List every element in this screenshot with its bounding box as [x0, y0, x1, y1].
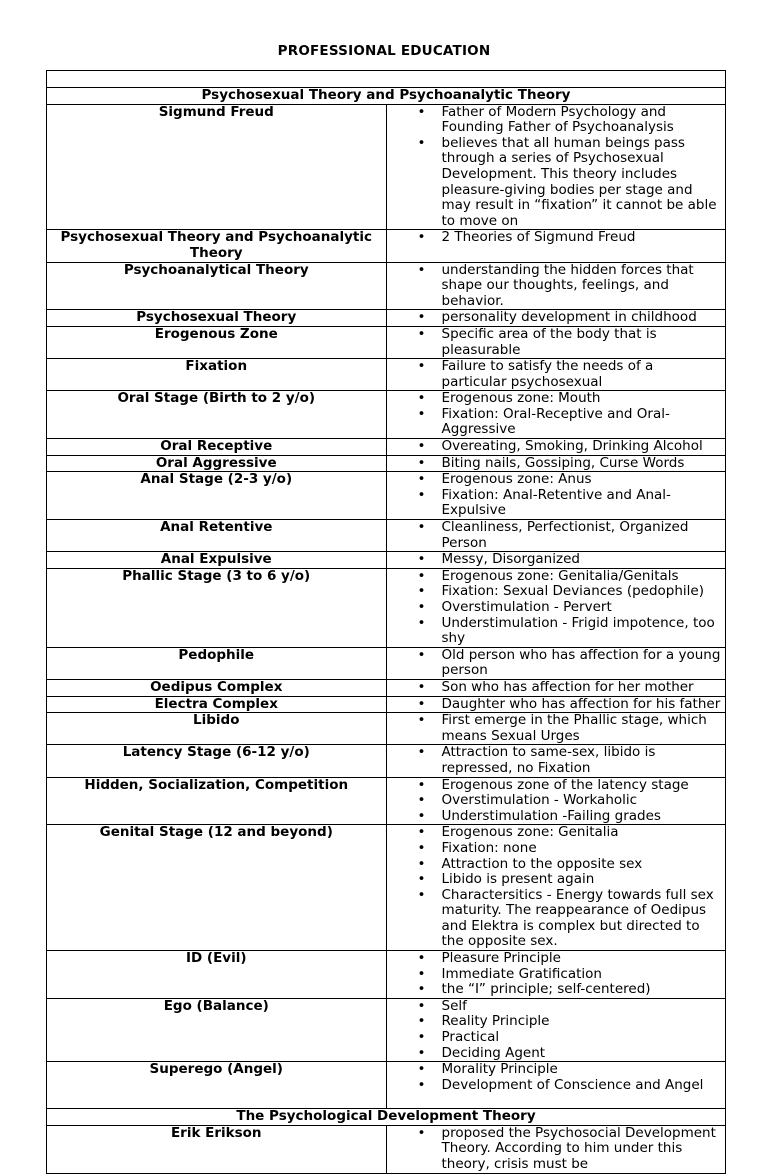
list-item: [390, 230, 723, 246]
bullet-list: [390, 1062, 723, 1093]
bullet-icon: •: [417, 471, 426, 488]
bullet-icon: •: [417, 1013, 426, 1030]
list-item-text: Fixation: Anal-Retentive and Anal- Expulsive: [441, 486, 671, 519]
bullet-list: [390, 359, 723, 390]
bullet-list: [390, 327, 723, 358]
list-item-text: the “I” principle; self-centered): [441, 981, 651, 998]
bullet-list: [390, 648, 723, 679]
list-item-text: Immediate Gratification: [441, 965, 602, 982]
term-cell: Hidden, Socialization, Competition: [47, 777, 387, 825]
bullet-icon: •: [417, 103, 426, 120]
list-item-text: Attraction to the opposite sex: [441, 855, 643, 872]
term-cell: Oral Aggressive: [47, 455, 387, 472]
table-row: [47, 310, 726, 327]
term-cell: Latency Stage (6-12 y/o): [47, 745, 387, 777]
definition-cell: [386, 777, 726, 825]
bullet-icon: •: [417, 134, 426, 151]
term-cell: Erik Erikson: [47, 1125, 387, 1173]
bullet-icon: •: [417, 839, 426, 856]
notes-table: [46, 70, 726, 1174]
bullet-icon: •: [417, 886, 426, 903]
definition-cell: [386, 998, 726, 1061]
bullet-list: [390, 951, 723, 998]
bullet-icon: •: [417, 438, 426, 455]
list-item-text: Daughter who has affection for his father: [441, 695, 721, 712]
list-item-text: Old person who has affection for a young person: [441, 646, 721, 679]
bullet-icon: •: [417, 855, 426, 872]
bullet-icon: •: [417, 229, 426, 246]
bullet-icon: •: [417, 712, 426, 729]
list-item: [390, 584, 723, 600]
term-cell: Psychosexual Theory and Psychoanalytic Theory: [47, 230, 387, 262]
list-item-text: understanding the hidden forces that shape our thoughts, feelings, and behavior.: [441, 261, 694, 309]
bullet-icon: •: [417, 1044, 426, 1061]
list-item-text: Fixation: Sexual Deviances (pedophile): [441, 583, 704, 600]
table-row: [47, 359, 726, 391]
bullet-icon: •: [417, 1076, 426, 1093]
bullet-icon: •: [417, 358, 426, 375]
list-item: [390, 888, 723, 950]
definition-cell: [386, 472, 726, 520]
table-row: [47, 552, 726, 569]
term-cell: Pedophile: [47, 647, 387, 679]
definition-cell: [386, 230, 726, 262]
bullet-icon: •: [417, 519, 426, 536]
term-cell: Oral Stage (Birth to 2 y/o): [47, 391, 387, 439]
section-title: Psychosexual Theory and Psychoanalytic Theory: [47, 88, 726, 105]
list-item-text: Fixation: Oral-Receptive and Oral-Aggressive: [441, 405, 670, 438]
list-item: [390, 857, 723, 873]
bullet-icon: •: [417, 824, 426, 841]
term-cell: Superego (Angel): [47, 1062, 387, 1109]
bullet-icon: •: [417, 390, 426, 407]
definition-cell: [386, 552, 726, 569]
section-title: The Psychological Development Theory: [47, 1109, 726, 1126]
list-item: [390, 1062, 723, 1078]
bullet-icon: •: [417, 1061, 426, 1078]
table-row: [47, 230, 726, 262]
list-item: [390, 552, 723, 568]
bullet-list: [390, 1126, 723, 1173]
term-cell: Fixation: [47, 359, 387, 391]
list-item-text: Biting nails, Gossiping, Curse Words: [441, 454, 685, 471]
list-item-text: Self: [441, 997, 467, 1014]
bullet-list: [390, 391, 723, 438]
list-item: [390, 310, 723, 326]
list-item-text: 2 Theories of Sigmund Freud: [441, 229, 636, 246]
definition-cell: [386, 455, 726, 472]
list-item-text: Reality Principle: [441, 1013, 550, 1030]
bullet-icon: •: [417, 678, 426, 695]
list-item: [390, 520, 723, 551]
blank-row: [47, 71, 726, 88]
bullet-list: [390, 310, 723, 326]
list-item-text: Development of Conscience and Angel: [441, 1076, 704, 1093]
bullet-list: [390, 456, 723, 472]
term-cell: Sigmund Freud: [47, 104, 387, 230]
bullet-icon: •: [417, 695, 426, 712]
bullet-icon: •: [417, 950, 426, 967]
table-row: [47, 951, 726, 999]
list-item: [390, 697, 723, 713]
bullet-icon: •: [417, 965, 426, 982]
list-item-text: Father of Modern Psychology and Founding Father of Psychoanalysis: [441, 103, 674, 136]
bullet-icon: •: [417, 486, 426, 503]
list-item: [390, 136, 723, 230]
bullet-list: [390, 230, 723, 246]
definition-cell: [386, 439, 726, 456]
table-row: [47, 647, 726, 679]
list-item: [390, 569, 723, 585]
list-item: [390, 809, 723, 825]
list-item: [390, 472, 723, 488]
definition-cell: [386, 713, 726, 745]
table-row: [47, 262, 726, 310]
bullet-icon: •: [417, 583, 426, 600]
bullet-icon: •: [417, 261, 426, 278]
definition-cell: [386, 647, 726, 679]
list-item-text: proposed the Psychosocial Development Theory. According to him under this theory, crisis must be: [441, 1124, 716, 1172]
bullet-icon: •: [417, 551, 426, 568]
term-cell: Electra Complex: [47, 696, 387, 713]
bullet-list: [390, 105, 723, 230]
definition-cell: [386, 1062, 726, 1109]
term-cell: Genital Stage (12 and beyond): [47, 825, 387, 951]
list-item-text: Attraction to same-sex, libido is repressed, no Fixation: [441, 744, 656, 776]
list-item: [390, 713, 723, 744]
list-item-text: Understimulation - Frigid impotence, too shy: [441, 614, 715, 647]
bullet-icon: •: [417, 325, 426, 342]
list-item: [390, 105, 723, 136]
list-item: [390, 488, 723, 519]
list-item: [390, 1046, 723, 1062]
list-item-text: Erogenous zone: Genitalia/Genitals: [441, 567, 679, 584]
bullet-icon: •: [417, 1029, 426, 1046]
list-item-text: believes that all human beings pass through a series of Psychosexual Development. This theory includes pleasure-giving bodies per stage and may result in “fixation” it cannot be able to move on: [441, 134, 717, 229]
list-item: [390, 872, 723, 888]
table-row: [47, 326, 726, 358]
bullet-icon: •: [417, 776, 426, 793]
table-row: [47, 568, 726, 647]
list-item: [390, 359, 723, 390]
bullet-icon: •: [417, 567, 426, 584]
table-row: [47, 998, 726, 1061]
table-row: [47, 696, 726, 713]
list-item: [390, 456, 723, 472]
list-item: [390, 793, 723, 809]
list-item-text: Overstimulation - Workaholic: [441, 792, 638, 809]
term-cell: Psychosexual Theory: [47, 310, 387, 327]
list-item: [390, 439, 723, 455]
term-cell: Oral Receptive: [47, 439, 387, 456]
term-cell: Anal Stage (2-3 y/o): [47, 472, 387, 520]
list-item: [390, 951, 723, 967]
list-item-text: Deciding Agent: [441, 1044, 546, 1061]
table-row: [47, 777, 726, 825]
bullet-icon: •: [417, 454, 426, 471]
list-item: [390, 982, 723, 998]
list-item: [390, 616, 723, 647]
definition-cell: [386, 951, 726, 999]
table-row: [47, 1125, 726, 1173]
term-cell: Ego (Balance): [47, 998, 387, 1061]
definition-cell: [386, 696, 726, 713]
list-item-text: Understimulation -Failing grades: [441, 807, 661, 824]
list-item-text: Failure to satisfy the needs of a particular psychosexual: [441, 358, 654, 390]
definition-cell: [386, 359, 726, 391]
list-item-text: Practical: [441, 1029, 500, 1046]
list-item: [390, 648, 723, 679]
list-item-text: Overstimulation - Pervert: [441, 599, 612, 615]
bullet-list: [390, 263, 723, 310]
term-cell: Anal Retentive: [47, 520, 387, 552]
list-item: [390, 745, 723, 776]
list-item: [390, 391, 723, 407]
bullet-list: [390, 439, 723, 455]
bullet-icon: •: [417, 807, 426, 824]
list-item-text: Specific area of the body that is pleasurable: [441, 325, 657, 358]
list-item: [390, 327, 723, 358]
list-item-text: personality development in childhood: [441, 309, 697, 326]
table-row: [47, 104, 726, 230]
bullet-icon: •: [417, 744, 426, 761]
list-item: [390, 967, 723, 983]
definition-cell: [386, 1125, 726, 1173]
list-item-text: Erogenous zone: Anus: [441, 471, 592, 488]
bullet-icon: •: [417, 599, 426, 615]
list-item-text: Erogenous zone of the latency stage: [441, 776, 689, 793]
term-cell: ID (Evil): [47, 951, 387, 999]
table-row: [47, 391, 726, 439]
table-row: [47, 472, 726, 520]
definition-cell: [386, 520, 726, 552]
bullet-list: [390, 520, 723, 551]
list-item: [390, 1014, 723, 1030]
definition-cell: [386, 568, 726, 647]
list-item: [390, 1126, 723, 1173]
bullet-icon: •: [417, 309, 426, 326]
bullet-icon: •: [417, 646, 426, 663]
list-item: [390, 680, 723, 696]
list-item: [390, 600, 723, 616]
definition-cell: [386, 745, 726, 777]
table-row: [47, 455, 726, 472]
bullet-list: [390, 697, 723, 713]
bullet-icon: •: [417, 871, 426, 888]
definition-cell: [386, 679, 726, 696]
list-item: [390, 825, 723, 841]
bullet-list: [390, 745, 723, 776]
list-item: [390, 407, 723, 438]
list-item-text: Overeating, Smoking, Drinking Alcohol: [441, 438, 703, 455]
list-item-text: Libido is present again: [441, 871, 595, 888]
bullet-icon: •: [417, 614, 426, 631]
list-item: [390, 999, 723, 1015]
bullet-icon: •: [417, 997, 426, 1014]
bullet-icon: •: [417, 1124, 426, 1141]
list-item-text: Son who has affection for her mother: [441, 678, 694, 695]
list-item: [390, 841, 723, 857]
table-row: [47, 745, 726, 777]
table-row: [47, 713, 726, 745]
list-item: [390, 263, 723, 310]
list-item-text: Pleasure Principle: [441, 950, 561, 967]
definition-cell: [386, 391, 726, 439]
term-cell: Oedipus Complex: [47, 679, 387, 696]
table-row: [47, 439, 726, 456]
definition-cell: [386, 326, 726, 358]
bullet-list: [390, 552, 723, 568]
bullet-list: [390, 999, 723, 1061]
definition-cell: [386, 104, 726, 230]
bullet-icon: •: [417, 981, 426, 998]
term-cell: Erogenous Zone: [47, 326, 387, 358]
bullet-list: [390, 680, 723, 696]
term-cell: Phallic Stage (3 to 6 y/o): [47, 568, 387, 647]
list-item-text: Messy, Disorganized: [441, 551, 580, 568]
table-row: [47, 825, 726, 951]
definition-cell: [386, 825, 726, 951]
list-item-text: Morality Principle: [441, 1061, 558, 1078]
definition-cell: [386, 262, 726, 310]
list-item: [390, 778, 723, 794]
term-cell: Libido: [47, 713, 387, 745]
term-cell: Anal Expulsive: [47, 552, 387, 569]
definition-cell: [386, 310, 726, 327]
list-item-text: Charactersitics - Energy towards full sex maturity. The reappearance of Oedipus and Elektra is complex but directed to the opposite sex.: [441, 886, 714, 950]
list-item-text: First emerge in the Phallic stage, which means Sexual Urges: [441, 712, 707, 744]
list-item-text: Cleanliness, Perfectionist, Organized Person: [441, 519, 689, 551]
table-row: [47, 1062, 726, 1109]
term-cell: Psychoanalytical Theory: [47, 262, 387, 310]
bullet-icon: •: [417, 405, 426, 422]
document-title: PROFESSIONAL EDUCATION: [277, 43, 491, 59]
table-row: [47, 520, 726, 552]
list-item: [390, 1078, 723, 1094]
list-item: [390, 1030, 723, 1046]
bullet-list: [390, 825, 723, 950]
bullet-list: [390, 778, 723, 825]
list-item-text: Erogenous zone: Genitalia: [441, 824, 619, 841]
bullet-icon: •: [417, 792, 426, 809]
list-item-text: Fixation: none: [441, 839, 537, 856]
section-header-row: [47, 88, 726, 105]
table-row: [47, 679, 726, 696]
bullet-list: [390, 713, 723, 744]
bullet-list: [390, 472, 723, 519]
list-item-text: Erogenous zone: Mouth: [441, 390, 601, 407]
bullet-list: [390, 569, 723, 647]
section-header-row: [47, 1109, 726, 1126]
